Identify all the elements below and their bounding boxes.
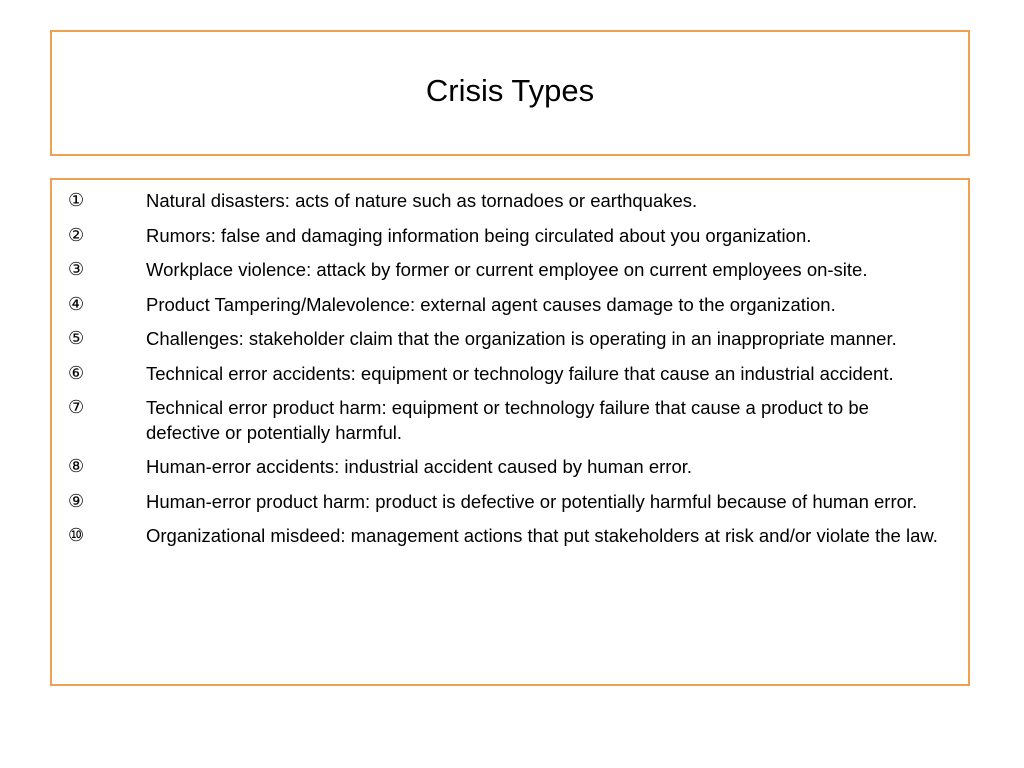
item-text: Technical error product harm: equipment or technology failure that cause a product to be defective or potentially harmful.: [146, 397, 869, 443]
item-text: Natural disasters: acts of nature such as tornadoes or earthquakes.: [146, 190, 698, 211]
crisis-types-list: [52, 189, 968, 549]
item-text: Product Tampering/Malevolence: external agent causes damage to the organization.: [146, 293, 836, 315]
content-box: [50, 178, 970, 686]
item-number: ④: [68, 293, 85, 315]
item-number: ⑩: [68, 525, 85, 546]
list-item: [52, 258, 968, 283]
item-text: Organizational misdeed: management actions that put stakeholders at risk and/or violate the law.: [146, 525, 938, 546]
list-item: [52, 293, 968, 318]
item-number: ⑨: [68, 490, 85, 512]
list-item: [52, 362, 968, 387]
item-number: ⑤: [68, 328, 85, 349]
list-item: [52, 224, 968, 249]
item-text: Technical error accidents: equipment or technology failure that cause an industrial accident.: [146, 362, 894, 384]
item-text: Rumors: false and damaging information being circulated about you organization.: [146, 224, 812, 246]
list-item: [52, 455, 968, 480]
item-number: ⑧: [68, 456, 85, 477]
list-item: [52, 396, 968, 445]
item-number: ②: [68, 224, 85, 246]
item-number: ③: [68, 259, 85, 280]
item-text: Challenges: stakeholder claim that the organization is operating in an inappropriate manner.: [146, 328, 897, 349]
list-item: [52, 189, 968, 214]
title-box: [50, 30, 970, 156]
item-number: ⑦: [68, 397, 85, 418]
slide-title: Crisis Types: [425, 73, 595, 108]
item-text: Human-error accidents: industrial accident caused by human error.: [146, 456, 693, 477]
item-text: Workplace violence: attack by former or current employee on current employees on-site.: [146, 259, 868, 280]
list-item: [52, 327, 968, 352]
item-number: ⑥: [68, 362, 85, 384]
item-number: ①: [68, 190, 85, 211]
item-text: Human-error product harm: product is defective or potentially harmful because of human error.: [146, 490, 918, 512]
list-item: [52, 490, 968, 515]
list-item: [52, 524, 968, 549]
